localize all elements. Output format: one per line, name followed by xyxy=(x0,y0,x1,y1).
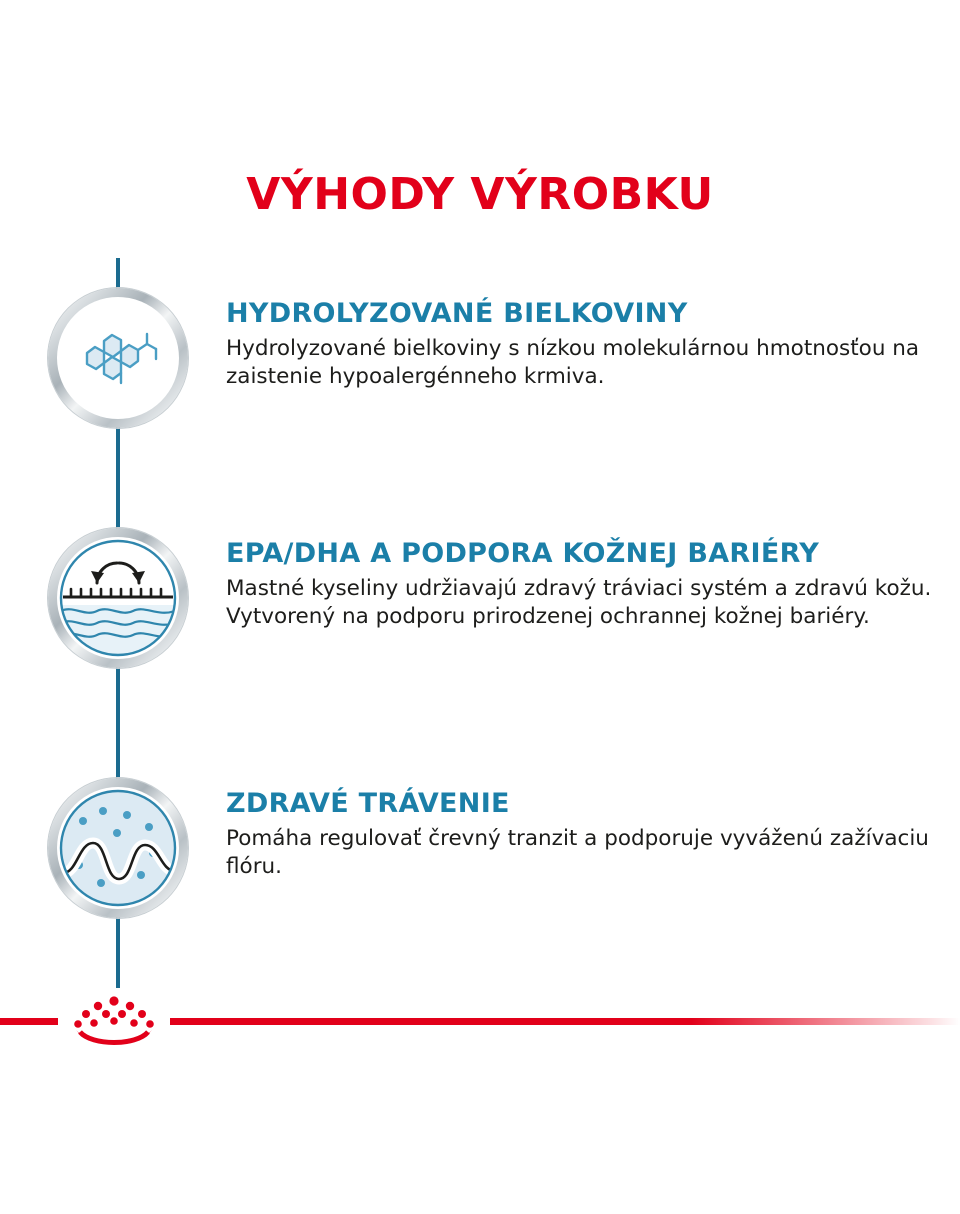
benefit-item-2 xyxy=(48,528,948,668)
benefit-heading-2: EPA/DHA A PODPORA KOŽNEJ BARIÉRY xyxy=(226,538,820,569)
benefit-body-1: Hydrolyzované bielkoviny s nízkou molekulárnou hmotnosťou na zaistenie hypoalergénneho krmiva. xyxy=(226,336,920,390)
benefit-item-1 xyxy=(48,288,948,428)
benefit-body-3: Pomáha regulovať črevný tranzit a podporuje vyváženú zažívaciu flóru. xyxy=(226,826,929,880)
benefit-body-2: Mastné kyseliny udržiavajú zdravý tráviaci systém a zdravú kožu. Vytvorený na podporu prirodzenej ochrannej kožnej bariéry. xyxy=(226,576,932,630)
page-title: VÝHODY VÝROBKU xyxy=(246,169,714,221)
skin-barrier-icon xyxy=(48,528,188,668)
digestion-icon xyxy=(48,778,188,918)
crown-icon xyxy=(66,994,162,1050)
benefit-item-3 xyxy=(48,778,948,918)
benefit-text-2 xyxy=(226,528,948,632)
benefit-heading-3: ZDRAVÉ TRÁVENIE xyxy=(226,788,510,819)
molecule-icon xyxy=(48,288,188,428)
brand-logo xyxy=(58,990,170,1054)
benefit-heading-1: HYDROLYZOVANÉ BIELKOVINY xyxy=(226,298,688,329)
benefit-text-3 xyxy=(226,778,948,882)
benefit-text-1 xyxy=(226,288,948,392)
